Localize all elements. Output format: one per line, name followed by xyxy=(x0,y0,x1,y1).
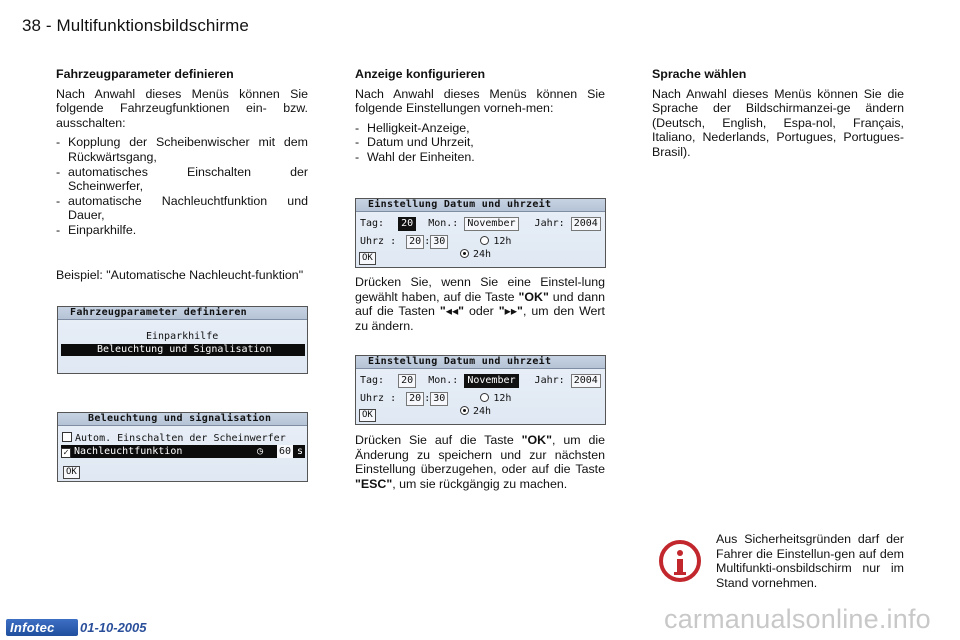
ok-button: OK xyxy=(63,466,80,479)
footer-date: 01-10-2005 xyxy=(80,620,147,635)
option-auto-headlights: Autom. Einschalten der Scheinwerfer xyxy=(62,432,286,444)
screen-title: Fahrzeugparameter definieren xyxy=(58,307,307,320)
screen-vehicle-parameters xyxy=(57,306,308,374)
screen-title: Einstellung Datum und uhrzeit xyxy=(356,199,605,212)
minute-field: 30 xyxy=(430,392,448,406)
minute-field: 30 xyxy=(430,235,448,249)
section-text: Nach Anwahl dieses Menüs können Sie die Sprache der Bildschirmanzei-ge ändern (Deutsch, English, Espa-nol, Français, Italiano, Nederlands, Portugues, Portugues-Brasil). xyxy=(652,86,904,159)
page-title: 38 - Multifunktionsbildschirme xyxy=(22,16,249,35)
radio-off-icon xyxy=(480,236,489,245)
hour-field: 20 xyxy=(406,392,424,406)
day-field: 20 xyxy=(398,217,416,231)
date-row: Tag: 20 Mon.: November Jahr: 2004 xyxy=(360,374,601,388)
month-field-selected: November xyxy=(464,374,518,388)
year-field: 2004 xyxy=(571,374,601,388)
screen-title: Beleuchtung und signalisation xyxy=(58,413,307,426)
section-vehicle-parameters xyxy=(56,67,308,238)
list-item: - automatische Nachleuchtfunktion und Dauer, xyxy=(56,194,308,223)
instruction-confirm: Drücken Sie auf die Taste "OK", um die Änderung zu speichern und zur nächsten Einstellung überzugehen, oder auf die Taste "ESC", um sie rückgängig zu machen. xyxy=(355,433,605,491)
year-field: 2004 xyxy=(571,217,601,231)
menu-item-parking-aid: Einparkhilfe xyxy=(146,331,219,342)
menu-item-lighting-selected: Beleuchtung und Signalisation xyxy=(61,344,305,356)
section-display-config xyxy=(355,67,605,165)
watermark: carmanualsonline.info xyxy=(664,604,931,634)
radio-12h: 12h xyxy=(480,393,511,404)
section-intro: Nach Anwahl dieses Menüs können Sie folgende Fahrzeugfunktionen ein- bzw. ausschalten: xyxy=(56,86,308,130)
radio-24h: 24h xyxy=(460,406,491,417)
screen-date-time-2 xyxy=(355,355,606,425)
settings-list xyxy=(355,121,605,165)
date-row: Tag: 20 Mon.: November Jahr: 2004 xyxy=(360,217,601,231)
function-list xyxy=(56,135,308,237)
radio-24h: 24h xyxy=(460,249,491,260)
list-item: - Kopplung der Scheibenwischer mit dem Rückwärtsgang, xyxy=(56,135,308,164)
list-item: - Helligkeit-Anzeige, xyxy=(355,121,605,136)
clock-icon: ◷ xyxy=(257,446,264,457)
hour-field: 20 xyxy=(406,235,424,249)
section-intro: Nach Anwahl dieses Menüs können Sie folgende Einstellungen vorneh-men: xyxy=(355,86,605,116)
checkbox-empty-icon xyxy=(62,432,72,442)
section-heading: Anzeige konfigurieren xyxy=(355,67,486,81)
day-field: 20 xyxy=(398,374,416,388)
section-language xyxy=(652,67,904,165)
ok-button: OK xyxy=(359,409,376,422)
infotec-logo: Infotec xyxy=(6,619,78,636)
month-field: November xyxy=(464,217,518,231)
info-icon xyxy=(659,540,701,582)
arrow-right-icon: "▸▸" xyxy=(498,304,523,319)
section-heading: Fahrzeugparameter definieren xyxy=(56,67,234,81)
time-row: Uhrz : 20 : 30 12h xyxy=(360,236,512,247)
ok-button: OK xyxy=(359,252,376,265)
radio-off-icon xyxy=(480,393,489,402)
duration-unit: s xyxy=(297,446,304,457)
checkbox-checked-icon: ✓ xyxy=(61,448,71,458)
duration-value: 60 xyxy=(279,446,292,457)
screen-lighting xyxy=(57,412,308,482)
arrow-left-icon: "◂◂" xyxy=(439,304,465,319)
safety-note: Aus Sicherheitsgründen darf der Fahrer die Einstellun-gen auf dem Multifunkti-onsbildschirm nur im Stand vornehmen. xyxy=(716,532,904,590)
example-caption: Beispiel: "Automatische Nachleucht-funktion" xyxy=(56,268,304,282)
radio-on-icon xyxy=(460,406,469,415)
list-item: - automatisches Einschalten der Scheinwerfer, xyxy=(56,165,308,194)
option-follow-me-home-selected: ✓ Nachleuchtfunktion ◷ 60 s xyxy=(61,445,305,458)
screen-title: Einstellung Datum und uhrzeit xyxy=(356,356,605,369)
section-heading: Sprache wählen xyxy=(652,67,747,81)
instruction-select: Drücken Sie, wenn Sie eine Einstel-lung gewählt haben, auf die Taste "OK" und dann auf die Tasten "◂◂" oder "▸▸", um den Wert zu ändern. xyxy=(355,275,606,333)
radio-12h: 12h xyxy=(480,236,511,247)
list-item: - Einparkhilfe. xyxy=(56,223,308,238)
list-item: - Datum und Uhrzeit, xyxy=(355,135,605,150)
radio-on-icon xyxy=(460,249,469,258)
screen-date-time-1 xyxy=(355,198,606,268)
time-row: Uhrz : 20 : 30 12h xyxy=(360,393,512,404)
list-item: - Wahl der Einheiten. xyxy=(355,150,605,165)
